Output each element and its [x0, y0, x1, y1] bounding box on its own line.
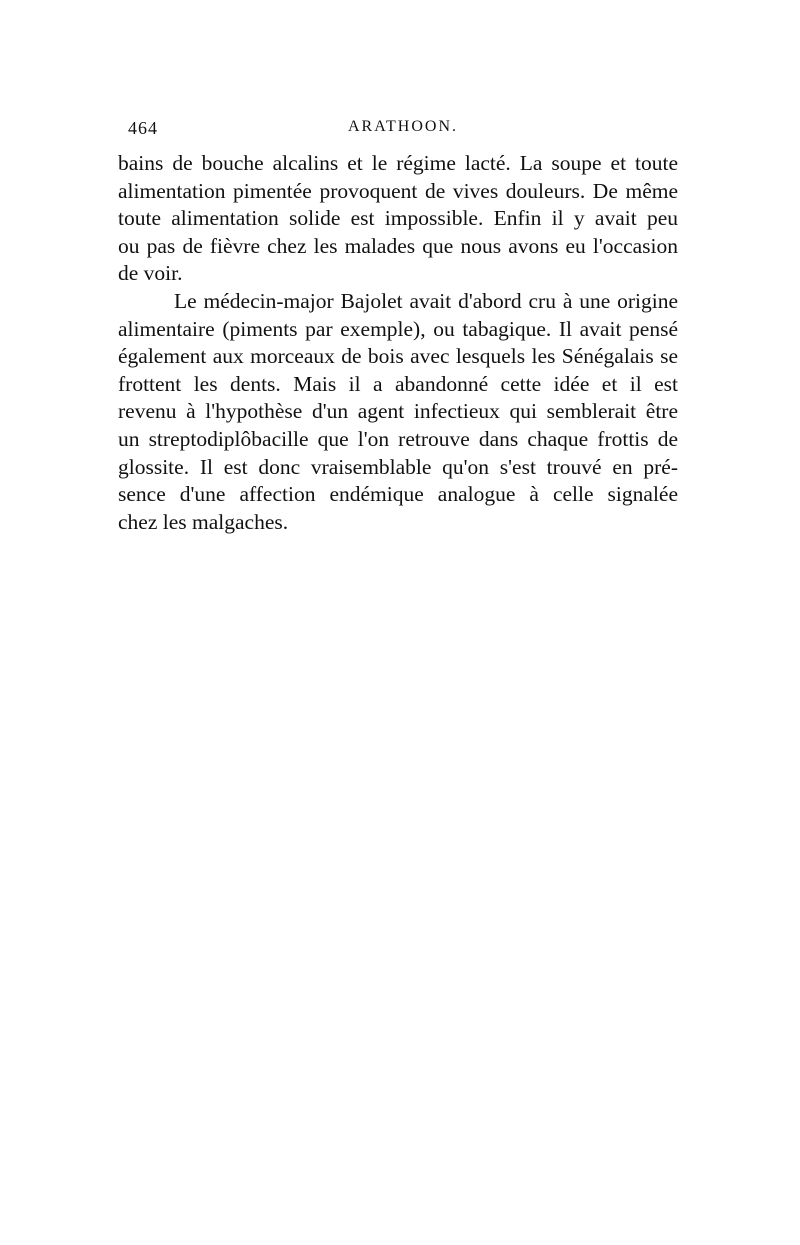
text-line: bains de bouche alcalins et le régime lacté. La soupe et toute: [118, 151, 678, 175]
text-line: également aux morceaux de bois avec lesquels les Sénégalais se: [118, 344, 678, 369]
text-line: Le médecin-major Bajolet avait d'abord cru à une origine: [174, 288, 678, 313]
text-line: alimentaire (piments par exemple), ou tabagique. Il avait pensé: [118, 316, 678, 341]
page-number: 464: [128, 118, 158, 138]
paragraph-1: [118, 150, 678, 288]
text-line: frottent les dents. Mais il a abandonné cette idée et il est: [118, 371, 678, 396]
text-line: ou pas de fièvre chez les malades que nous avons eu l'occasion: [118, 233, 678, 258]
running-head: [128, 118, 678, 142]
body-text: [118, 150, 678, 536]
text-line: chez les malgaches.: [118, 509, 289, 534]
paragraph-2: [118, 288, 678, 536]
running-title: ARATHOON.: [348, 118, 458, 135]
text-line: sence d'une affection endémique analogue à celle signalée: [118, 482, 678, 507]
text-line: un streptodiplôbacille que l'on retrouve dans chaque frottis de: [118, 426, 678, 451]
text-line: revenu à l'hypothèse d'un agent infectieux qui semblerait être: [118, 399, 678, 424]
text-line: glossite. Il est donc vraisemblable qu'on s'est trouvé en pré-: [118, 454, 678, 479]
text-line: alimentation pimentée provoquent de vives douleurs. De même: [118, 178, 678, 203]
text-line: toute alimentation solide est impossible. Enfin il y avait peu: [118, 206, 678, 231]
text-line: de voir.: [118, 261, 183, 286]
